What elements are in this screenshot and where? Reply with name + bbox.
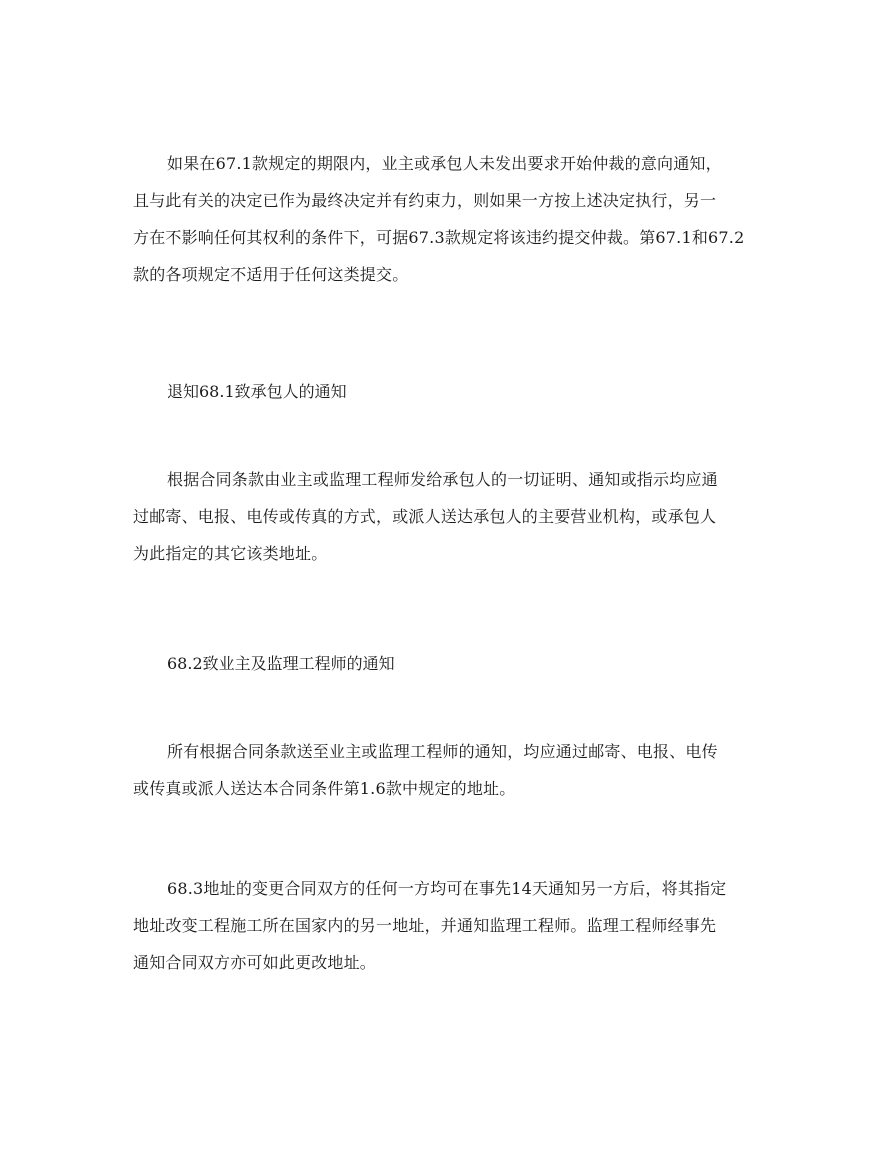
paragraph-notice-to-employer — [133, 733, 783, 807]
paragraph-line: 68.3地址的变更合同双方的任何一方均可在事先14天通知另一方后，将其指定 — [167, 879, 727, 898]
paragraph-line: 所有根据合同条款送至业主或监理工程师的通知，均应通过邮寄、电报、电传 — [167, 742, 718, 761]
paragraph-line: 地址改变工程施工所在国家内的另一地址，并通知监理工程师。监理工程师经事先 — [133, 916, 717, 935]
paragraph-arbitration — [133, 145, 783, 293]
paragraph-change-of-address — [133, 870, 783, 981]
paragraph-line: 款的各项规定不适用于任何这类提交。 — [133, 265, 409, 284]
paragraph-line: 如果在67.1款规定的期限内，业主或承包人未发出要求开始仲裁的意向通知， — [167, 154, 722, 173]
paragraph-line: 为此指定的其它该类地址。 — [133, 544, 328, 563]
paragraph-line: 过邮寄、电报、电传或传真的方式，或派人送达承包人的主要营业机构，或承包人 — [133, 507, 717, 526]
paragraph-notice-to-contractor — [133, 461, 783, 572]
paragraph-line: 方在不影响任何其权利的条件下，可据67.3款规定将该违约提交仲裁。第67.1和67.2 — [133, 228, 745, 247]
section-heading-68-2: 68.2致业主及监理工程师的通知 — [167, 654, 395, 673]
paragraph-line: 通知合同双方亦可如此更改地址。 — [133, 953, 377, 972]
paragraph-line: 且与此有关的决定已作为最终决定并有约束力，则如果一方按上述决定执行，另一 — [133, 191, 717, 210]
section-heading-68-1: 退知68.1致承包人的通知 — [167, 382, 347, 401]
paragraph-line: 根据合同条款由业主或监理工程师发给承包人的一切证明、通知或指示均应通 — [167, 470, 718, 489]
paragraph-line: 或传真或派人送达本合同条件第1.6款中规定的地址。 — [133, 779, 516, 798]
